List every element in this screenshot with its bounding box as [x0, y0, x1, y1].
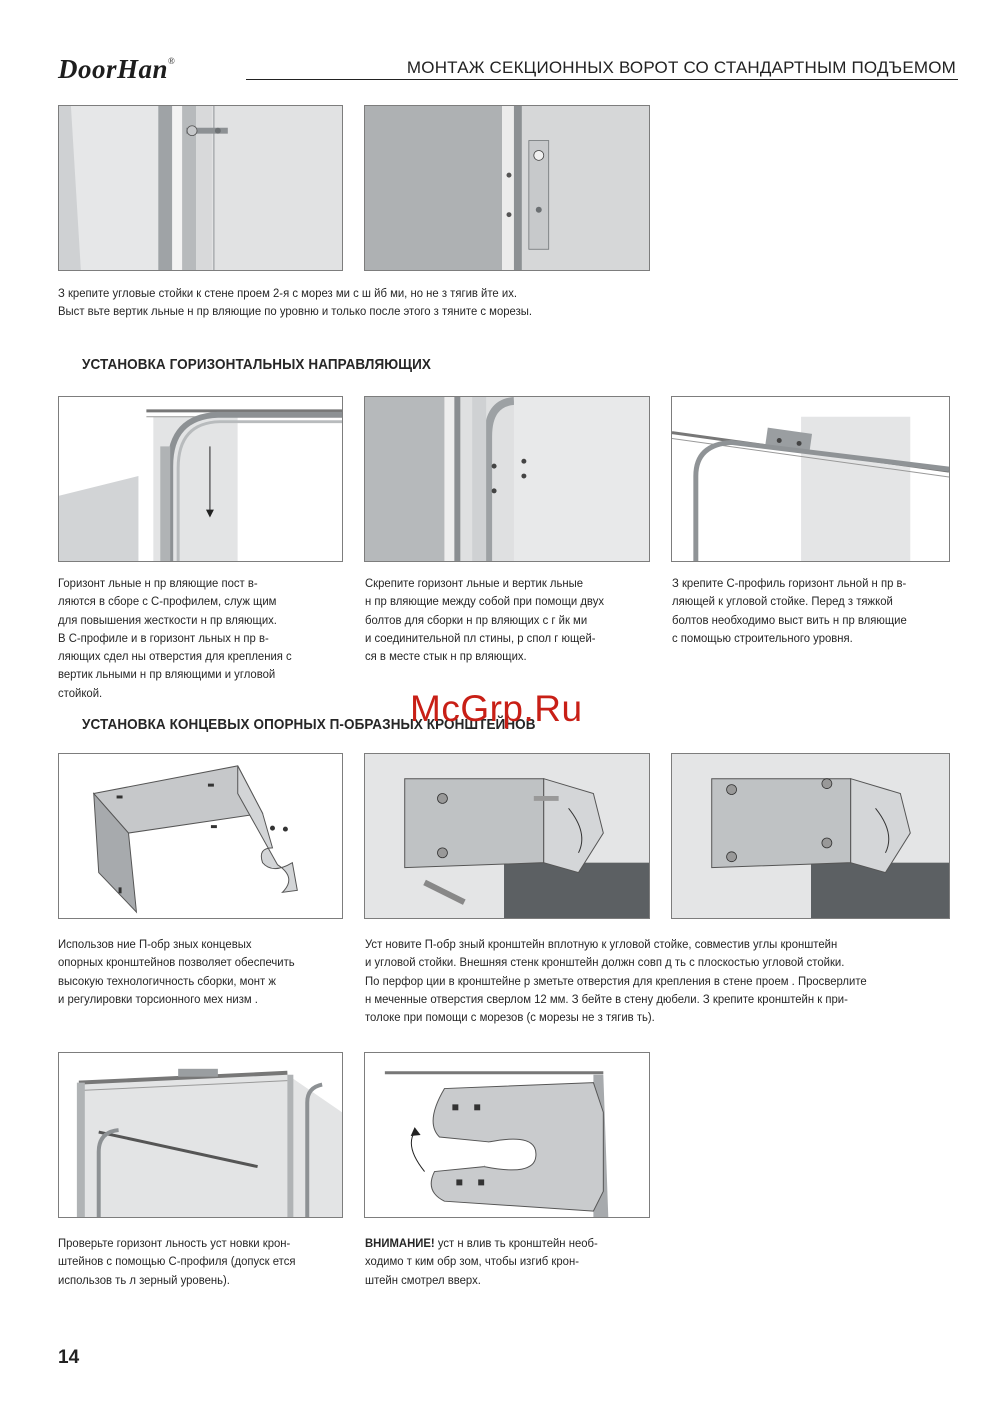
section-title-end-brackets: УСТАНОВКА КОНЦЕВЫХ ОПОРНЫХ П-ОБРАЗНЫХ КРОНШТЕЙНОВ — [82, 716, 536, 733]
watermark: McGrp.Ru — [410, 688, 583, 729]
figure-bracket-mounting — [364, 753, 650, 919]
attention-label: ВНИМАНИЕ! — [365, 1236, 435, 1250]
figure-horizontal-track-assembly — [58, 396, 343, 562]
figure-u-bracket — [58, 753, 343, 919]
section-title-horizontal-tracks: УСТАНОВКА ГОРИЗОНТАЛЬНЫХ НАПРАВЛЯЮЩИХ — [82, 356, 432, 373]
page-header — [58, 50, 958, 84]
caption-horizontal-tracks-3: З крепите С-профиль горизонт льной н пр в- ляющей к угловой стойке. Перед з тяжкой болтов необходимо выст вить н пр вляющие с помощью строительного уровня. — [672, 576, 907, 645]
caption-corner-posts: З крепите угловые стойки к стене проем 2-я с морез ми с ш йб ми, но не з тягив йте их. Выст вьте вертик льные н пр вляющие по уровню и только после этого з тяните с морезы. — [58, 286, 533, 319]
figure-bracket-mounted — [671, 753, 950, 919]
figure-corner-post-fixing — [58, 105, 343, 271]
caption-attention: ВНИМАНИЕ! уст н влив ть кронштейн необ- ходимо т ким обр зом, чтобы изгиб крон- штейн смотрел вверх. — [365, 1236, 598, 1287]
header-title: МОНТАЖ СЕКЦИОННЫХ ВОРОТ СО СТАНДАРТНЫМ ПОДЪЕМОМ — [406, 58, 956, 77]
figure-c-profile-fixing — [671, 396, 950, 562]
caption-horizontal-tracks-2: Скрепите горизонт льные и вертик льные н пр вляющие между собой при помощи двух болтов для сборки н пр вляющих с г йк ми и соединительной пл стины, р спол г ющей- ся в месте стык н пр вляющих. — [365, 576, 605, 664]
figure-bracket-orientation — [364, 1052, 650, 1218]
caption-level-check: Проверьте горизонт льность уст новки крон- штейнов с помощью С-профиля (допуск ется использов ть л зерный уровень). — [58, 1236, 296, 1287]
caption-horizontal-tracks-1: Горизонт льные н пр вляющие пост в- ляются в сборе с С-профилем, служ щим для повышения жесткости н пр вляющих. В С-профиле и в горизонт льных н пр в- ляющих сдел ны отверстия для крепления с вертик льными н пр вляющими и угловой стойкой. — [58, 576, 292, 700]
page-number: 14 — [58, 1347, 80, 1368]
figure-corner-post-bolts — [364, 105, 650, 271]
header-rule — [246, 79, 958, 80]
caption-end-brackets-intro: Использов ние П-обр зных концевых опорных кронштейнов позволяет обеспечить высокую технологичность сборки, монт ж и регулировки торсионного мех низм . — [58, 937, 295, 1006]
figure-track-joint — [364, 396, 650, 562]
caption-end-brackets-install: Уст новите П-обр зный кронштейн вплотную к угловой стойке, совместив углы кронштейн и угловой стойки. Внешняя стенк кронштейн должн совп д ть с плоскостью угловой стойки. По перфор ции в кронштейне р зметьте отверстия для крепления в стене проем . Просверлите н меченные отверстия сверлом 12 мм. З бейте в стену дюбели. З крепите кронштейн к при- толоке при помощи с морезов (с морезы не з тягив ть). — [365, 937, 867, 1025]
doorhan-logo: DoorHan® — [58, 54, 176, 84]
figure-level-check — [58, 1052, 343, 1218]
